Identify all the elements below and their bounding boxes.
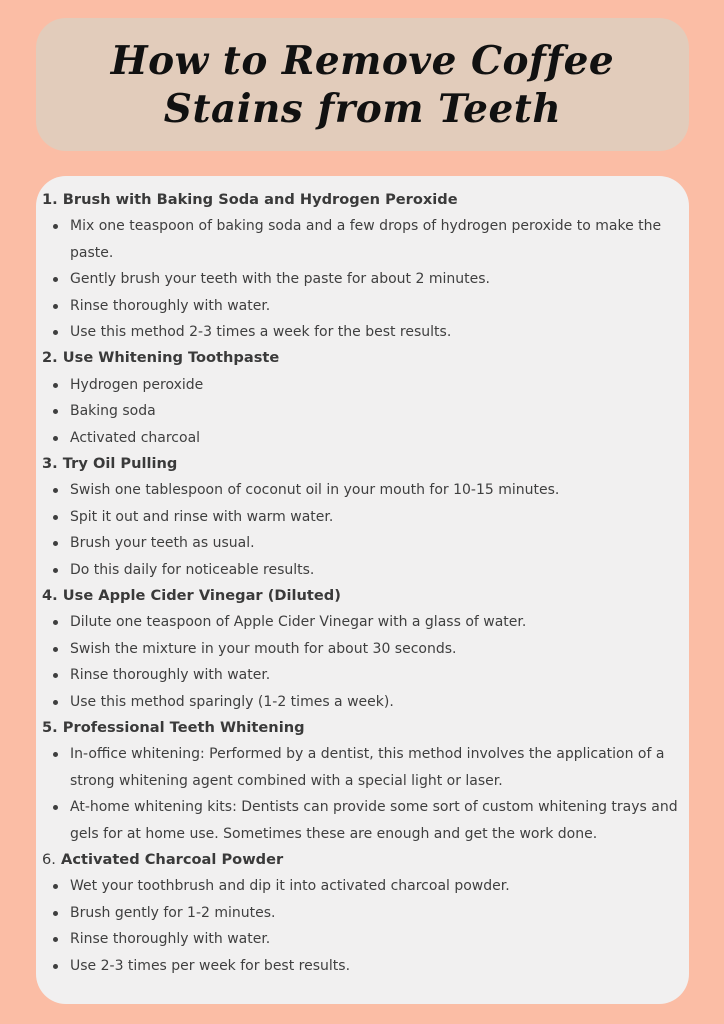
section-number: 2. <box>42 349 58 367</box>
list-item-text: Brush gently for 1-2 minutes. <box>70 904 276 921</box>
section-oil-pulling <box>42 451 679 583</box>
list-item <box>42 662 679 688</box>
section-number: 6. <box>42 851 56 869</box>
page-title-line-1: How to Remove Coffee <box>110 37 615 84</box>
list-item-text: Rinse thoroughly with water. <box>70 667 271 684</box>
section-whitening-toothpaste <box>42 345 679 451</box>
list-item <box>42 557 679 583</box>
bullet-dot-icon <box>53 277 58 282</box>
list-item <box>42 293 679 319</box>
list-item <box>42 900 679 926</box>
bullet-list <box>42 873 679 979</box>
bullet-dot-icon <box>53 224 58 229</box>
list-item <box>42 319 679 345</box>
section-number: 5. <box>42 719 58 737</box>
bullet-dot-icon <box>53 568 58 573</box>
section-number: 3. <box>42 455 58 473</box>
section-heading <box>42 187 679 213</box>
page-title-line-2: Stains from Teeth <box>163 85 562 132</box>
section-brush-baking-soda <box>42 187 679 345</box>
list-item <box>42 689 679 715</box>
bullet-dot-icon <box>53 964 58 969</box>
list-item-text: Swish the mixture in your mouth for about 30 seconds. <box>70 640 457 657</box>
list-item-text: Rinse thoroughly with water. <box>70 931 271 948</box>
list-item <box>42 425 679 451</box>
section-heading <box>42 847 679 873</box>
bullet-dot-icon <box>53 436 58 441</box>
bullet-list <box>42 213 679 345</box>
section-activated-charcoal <box>42 847 679 979</box>
title-card <box>36 18 689 151</box>
list-item-text: Swish one tablespoon of coconut oil in your mouth for 10-15 minutes. <box>70 482 560 499</box>
section-number: 1. <box>42 191 58 208</box>
section-heading <box>42 715 679 741</box>
list-item-text: Hydrogen peroxide <box>70 376 204 393</box>
bullet-dot-icon <box>53 330 58 335</box>
bullet-dot-icon <box>53 515 58 520</box>
list-item <box>42 398 679 424</box>
bullet-dot-icon <box>53 409 58 414</box>
list-item-text: Activated charcoal <box>70 429 201 446</box>
list-item-text: Brush your teeth as usual. <box>70 535 255 552</box>
bullet-dot-icon <box>53 647 58 652</box>
section-title: Use Apple Cider Vinegar (Diluted) <box>62 587 341 605</box>
list-item-text: Use 2-3 times per week for best results. <box>70 957 351 974</box>
bullet-dot-icon <box>53 884 58 889</box>
list-item-text: Gently brush your teeth with the paste for about 2 minutes. <box>70 271 490 288</box>
bullet-dot-icon <box>53 383 58 388</box>
section-title: Professional Teeth Whitening <box>62 719 305 737</box>
bullet-list <box>42 609 679 715</box>
section-title: Try Oil Pulling <box>62 455 178 473</box>
list-item-text: Wet your toothbrush and dip it into activated charcoal powder. <box>70 878 510 895</box>
bullet-list <box>42 741 679 847</box>
section-heading <box>42 345 679 371</box>
list-item <box>42 636 679 662</box>
bullet-dot-icon <box>53 488 58 493</box>
bullet-dot-icon <box>53 752 58 757</box>
list-item <box>42 213 679 266</box>
content-card <box>36 176 689 1004</box>
bullet-dot-icon <box>53 541 58 546</box>
list-item-text: Rinse thoroughly with water. <box>70 297 271 314</box>
section-apple-cider-vinegar <box>42 583 679 715</box>
bullet-dot-icon <box>53 937 58 942</box>
list-item <box>42 741 679 794</box>
list-item <box>42 609 679 635</box>
list-item-text: Dilute one teaspoon of Apple Cider Vinegar with a glass of water. <box>70 614 527 631</box>
list-item-text: Mix one teaspoon of baking soda and a few drops of hydrogen peroxide to make the paste. <box>70 218 662 261</box>
list-item-text: Do this daily for noticeable results. <box>70 561 315 578</box>
section-title: Activated Charcoal Powder <box>61 851 284 869</box>
list-item-text: Use this method 2-3 times a week for the best results. <box>70 324 452 341</box>
bullet-list <box>42 372 679 451</box>
section-heading <box>42 583 679 609</box>
list-item <box>42 953 679 979</box>
list-item <box>42 504 679 530</box>
list-item <box>42 794 679 847</box>
section-heading <box>42 451 679 477</box>
bullet-dot-icon <box>53 700 58 705</box>
list-item-text: Baking soda <box>70 403 156 420</box>
list-item <box>42 372 679 398</box>
section-title: Brush with Baking Soda and Hydrogen Peroxide <box>62 191 458 208</box>
list-item <box>42 873 679 899</box>
list-item <box>42 530 679 556</box>
list-item <box>42 926 679 952</box>
bullet-dot-icon <box>53 673 58 678</box>
section-number: 4. <box>42 587 58 605</box>
list-item-text: Spit it out and rinse with warm water. <box>70 508 334 525</box>
list-item-text: Use this method sparingly (1-2 times a week). <box>70 693 394 710</box>
bullet-dot-icon <box>53 620 58 625</box>
section-professional-whitening <box>42 715 679 847</box>
bullet-dot-icon <box>53 304 58 309</box>
list-item <box>42 477 679 503</box>
list-item <box>42 266 679 292</box>
list-item-text: At-home whitening kits: Dentists can provide some sort of custom whitening trays and gels for at home use. Sometimes these are enough and get the work done. <box>70 799 678 842</box>
bullet-dot-icon <box>53 805 58 810</box>
bullet-dot-icon <box>53 911 58 916</box>
section-title: Use Whitening Toothpaste <box>62 349 280 367</box>
list-item-text: In-office whitening: Performed by a dentist, this method involves the application of a strong whitening agent combined with a special light or laser. <box>70 746 665 789</box>
bullet-list <box>42 477 679 583</box>
